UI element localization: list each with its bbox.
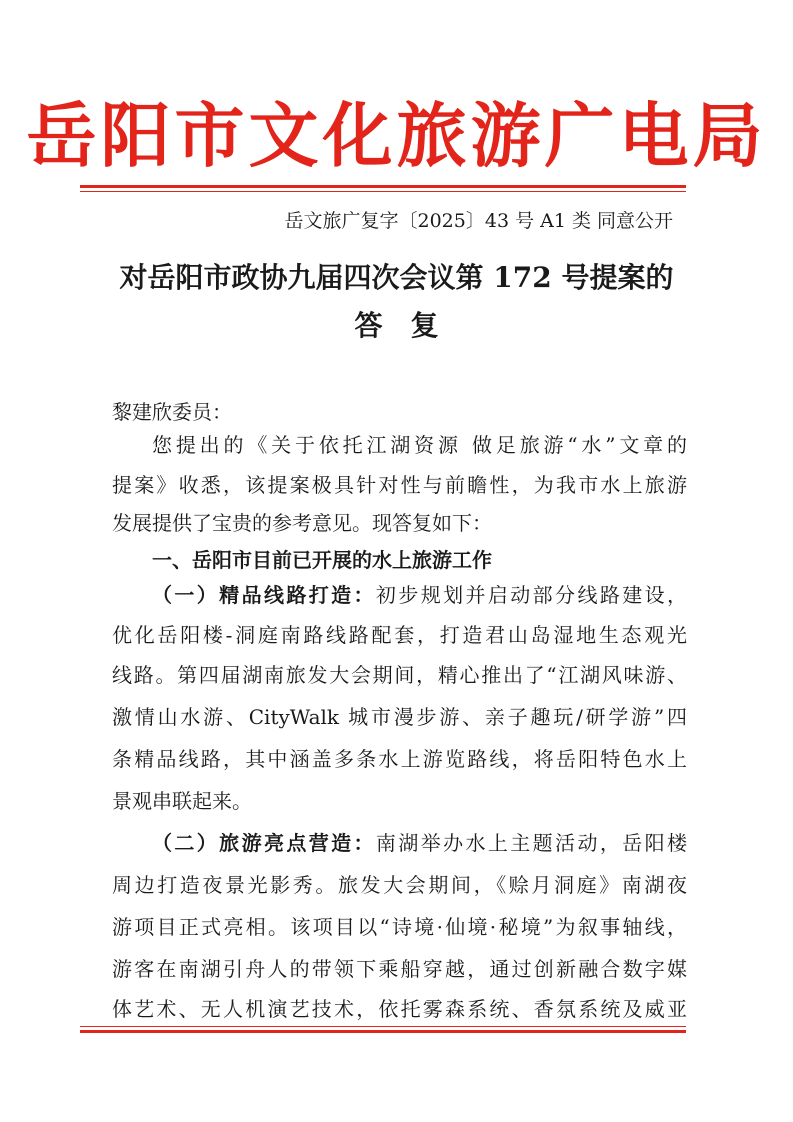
paragraph-text: 南湖举办水上主题活动，岳阳楼 — [375, 831, 688, 855]
sub-heading: （一）精品线路打造： — [152, 583, 376, 607]
paragraph-line — [152, 580, 687, 610]
organization-header: 岳阳市文化旅游广电局 — [26, 94, 767, 177]
paragraph-line — [152, 828, 687, 858]
header-red-rule-thin — [80, 191, 686, 192]
intro-line: 您提出的《关于依托江湖资源 做足旅游“水”文章的 — [152, 433, 687, 457]
document-title-line2: 答复 — [354, 309, 467, 342]
paragraph-text: 初步规划并启动部分线路建设， — [375, 583, 688, 607]
paragraph-line: 条精品线路，其中涵盖多条水上游览路线，将岳阳特色水上 — [112, 747, 687, 771]
paragraph-line: 体艺术、无人机演艺技术，依托雾森系统、香氛系统及威亚 — [112, 997, 687, 1021]
paragraph-line: 周边打造夜景光影秀。旅发大会期间，《赊月洞庭》南湖夜 — [112, 873, 687, 897]
header-red-rule-thick — [80, 185, 686, 188]
paragraph-line: 激情山水游、CityWalk 城市漫步游、亲子趣玩/研学游”四 — [112, 705, 687, 729]
document-title-line1: 对岳阳市政协九届四次会议第 172 号提案的 — [119, 261, 674, 294]
section-heading: 一、岳阳市目前已开展的水上旅游工作 — [152, 548, 492, 572]
paragraph-line: 景观串联起来。 — [112, 789, 252, 813]
paragraph-line: 优化岳阳楼-洞庭南路线路配套，打造君山岛湿地生态观光 — [112, 623, 687, 647]
paragraph-line: 游客在南湖引舟人的带领下乘船穿越，通过创新融合数字媒 — [112, 957, 687, 981]
footer-red-rule-thin — [80, 1026, 686, 1027]
sub-heading: （二）旅游亮点营造： — [152, 831, 376, 855]
paragraph-line: 游项目正式亮相。该项目以“诗境·仙境·秘境”为叙事轴线， — [112, 915, 687, 939]
footer-red-rule-thick — [80, 1030, 686, 1033]
paragraph-line: 线路。第四届湖南旅发大会期间，精心推出了“江湖风味游、 — [112, 663, 687, 687]
intro-line: 提案》收悉，该提案极具针对性与前瞻性，为我市水上旅游 — [112, 473, 687, 497]
salutation: 黎建欣委员： — [112, 400, 232, 424]
document-number: 岳文旅广复字〔2025〕43 号 A1 类 同意公开 — [284, 210, 673, 232]
intro-line: 发展提供了宝贵的参考意见。现答复如下： — [112, 511, 492, 535]
